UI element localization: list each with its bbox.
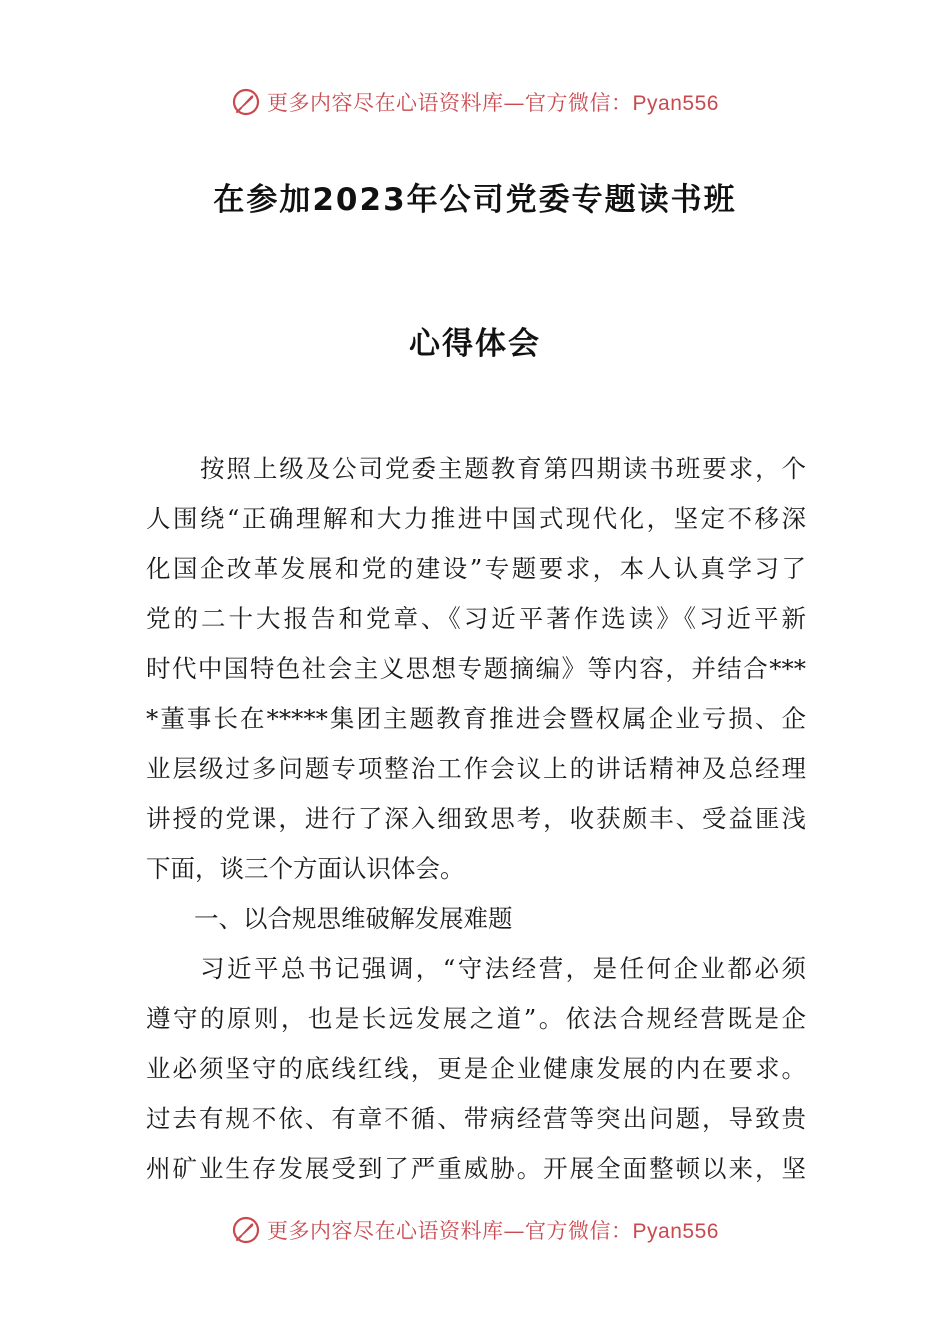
paragraph-line: 州矿业生存发展受到了严重威胁。开展全面整顿以来，坚 <box>146 1154 806 1183</box>
watermark-banner-top <box>0 82 950 122</box>
paragraph-line: 按照上级及公司党委主题教育第四期读书班要求，个 <box>200 454 806 483</box>
paragraph-line: 业必须坚守的底线红线，更是企业健康发展的内在要求。 <box>146 1054 806 1083</box>
document-body <box>146 444 806 1194</box>
watermark-handle: Pyan556 <box>632 1220 719 1243</box>
watermark-label: 更多内容尽在心语资料库—官方微信： <box>267 91 633 115</box>
paragraph-line: 下面，谈三个方面认识体会。 <box>146 854 465 883</box>
quill-pen-icon <box>231 1215 261 1245</box>
section-heading: 一、以合规思维破解发展难题 <box>194 904 513 933</box>
watermark-handle: Pyan556 <box>632 92 719 115</box>
paragraph-line: 过去有规不依、有章不循、带病经营等突出问题，导致贵 <box>146 1104 806 1133</box>
paragraph-line: 习近平总书记强调，“守法经营，是任何企业都必须 <box>200 954 806 983</box>
watermark-text <box>267 87 719 117</box>
paragraph-line: 业层级过多问题专项整治工作会议上的讲话精神及总经理 <box>146 754 806 783</box>
watermark-banner-bottom <box>0 1210 950 1250</box>
paragraph-line: *董事长在*****集团主题教育推进会暨权属企业亏损、企 <box>146 704 806 733</box>
document-title-line-2: 心得体会 <box>409 326 541 362</box>
paragraph-line: 时代中国特色社会主义思想专题摘编》等内容，并结合*** <box>146 654 806 683</box>
watermark-text <box>267 1215 719 1245</box>
paragraph-line: 遵守的原则，也是长远发展之道”。依法合规经营既是企 <box>146 1004 806 1033</box>
paragraph-line: 人围绕“正确理解和大力推进中国式现代化，坚定不移深 <box>146 504 806 533</box>
quill-pen-icon <box>231 87 261 117</box>
watermark-label: 更多内容尽在心语资料库—官方微信： <box>267 1219 633 1243</box>
paragraph-line: 党的二十大报告和党章、《习近平著作选读》《习近平新 <box>146 604 806 633</box>
document-title-line-1: 在参加2023年公司党委专题读书班 <box>213 182 737 218</box>
paragraph-line: 化国企改革发展和党的建设”专题要求，本人认真学习了 <box>146 554 806 583</box>
paragraph-line: 讲授的党课，进行了深入细致思考，收获颇丰、受益匪浅 <box>146 804 806 833</box>
